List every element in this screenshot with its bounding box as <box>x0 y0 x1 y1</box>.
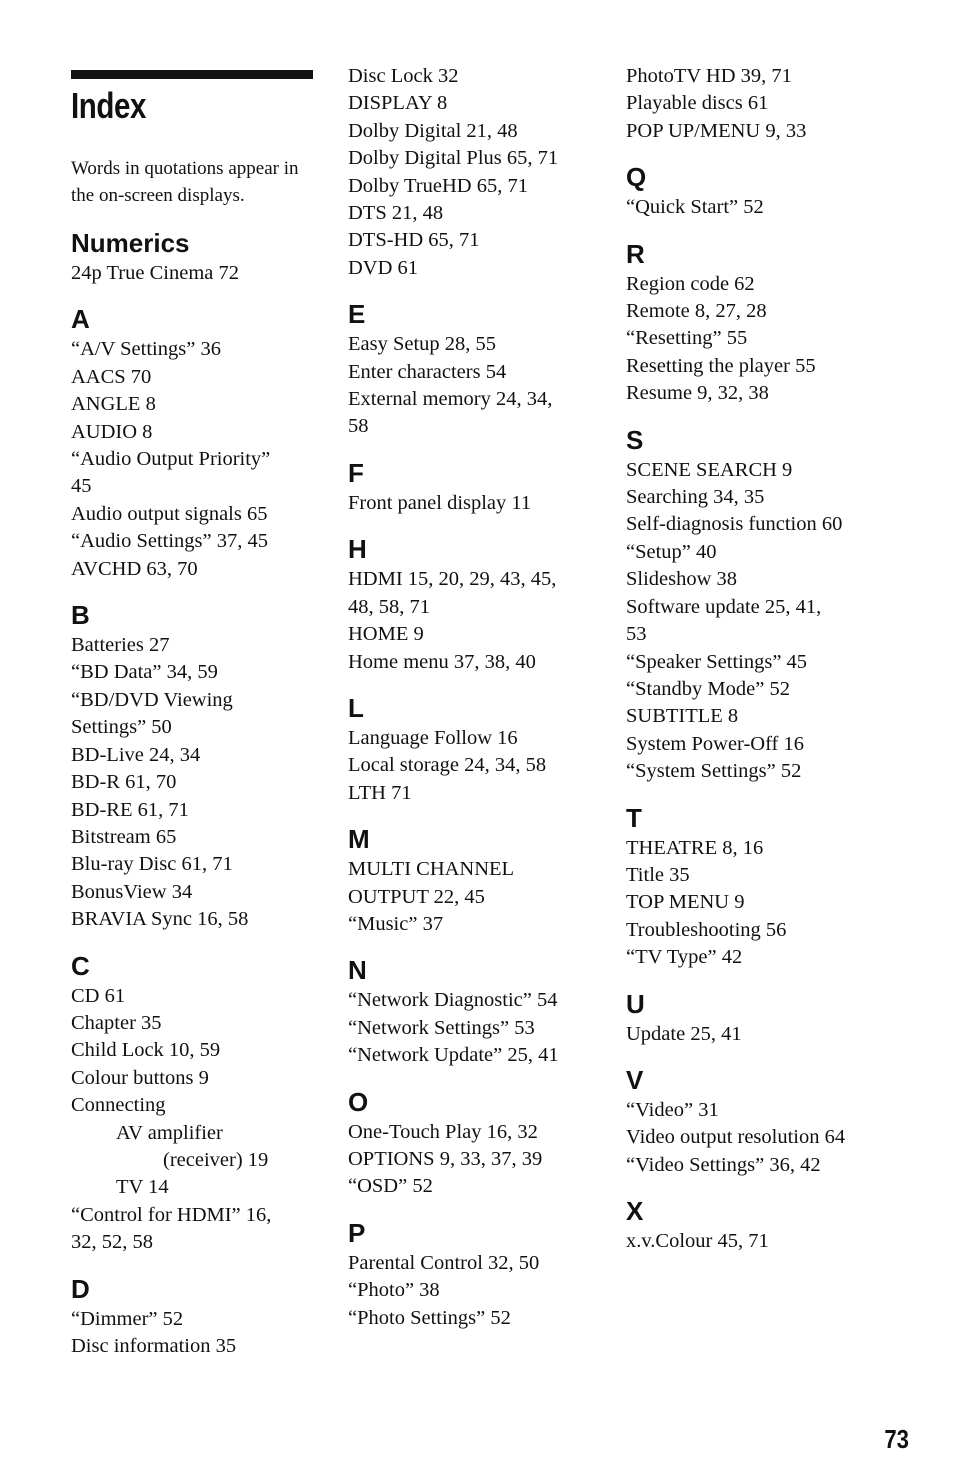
index-entry: BD-R 61, 70 <box>71 771 177 794</box>
index-entry: “TV Type” 42 <box>626 946 743 969</box>
index-entry: CD 61 <box>71 984 126 1007</box>
section-heading: Numerics <box>71 228 190 258</box>
index-entry: One-Touch Play 16, 32 <box>348 1120 538 1143</box>
index-entry: “Photo” 38 <box>348 1279 440 1302</box>
index-entry: Dolby Digital 21, 48 <box>348 119 518 142</box>
index-entry: BD-Live 24, 34 <box>71 743 201 766</box>
index-entry: 48, 58, 71 <box>348 595 430 618</box>
index-entry: “Audio Output Priority” <box>71 448 271 471</box>
index-entry: Bitstream 65 <box>71 825 177 848</box>
index-entry: x.v.Colour 45, 71 <box>626 1230 769 1253</box>
index-section <box>71 598 321 933</box>
index-entry: SUBTITLE 8 <box>626 705 739 728</box>
index-entry: “A/V Settings” 36 <box>71 338 221 361</box>
section-heading: E <box>348 299 366 330</box>
index-entry: OUTPUT 22, 45 <box>348 885 485 908</box>
index-entry: Blu-ray Disc 61, 71 <box>71 853 233 876</box>
index-entry: Resetting the player 55 <box>626 354 816 377</box>
index-section <box>348 953 593 1069</box>
section-heading: O <box>348 1086 369 1117</box>
index-entry: System Power-Off 16 <box>626 732 805 755</box>
index-entry: DTS-HD 65, 71 <box>348 229 480 252</box>
index-section <box>348 822 593 938</box>
section-heading: A <box>71 304 90 335</box>
index-entry: Local storage 24, 34, 58 <box>348 754 547 777</box>
index-entry: 32, 52, 58 <box>71 1231 153 1254</box>
section-heading: P <box>348 1217 366 1248</box>
index-entry: HOME 9 <box>348 623 424 646</box>
index-entry: Child Lock 10, 59 <box>71 1039 221 1062</box>
index-entry: “Network Diagnostic” 54 <box>348 989 558 1012</box>
index-entry: “Audio Settings” 37, 45 <box>71 530 269 553</box>
page-title: Index <box>71 85 147 126</box>
index-entry: “BD Data” 34, 59 <box>71 661 218 684</box>
index-entry: “BD/DVD Viewing <box>71 688 233 711</box>
index-entry: “Quick Start” 52 <box>626 196 764 219</box>
index-entry: Troubleshooting 56 <box>626 918 787 941</box>
index-entry: Disc Lock 32 <box>348 65 459 87</box>
index-section <box>348 1085 593 1201</box>
index-section <box>348 63 593 282</box>
index-entry: “Photo Settings” 52 <box>348 1306 511 1329</box>
index-entry: 45 <box>71 475 92 498</box>
index-entry: “Video” 31 <box>626 1098 719 1121</box>
section-heading: R <box>626 238 645 269</box>
index-entry: “Music” 37 <box>348 912 444 935</box>
index-entry: Software update 25, 41, <box>626 595 822 618</box>
index-entry: “Network Settings” 53 <box>348 1016 535 1039</box>
index-entry: Region code 62 <box>626 272 755 295</box>
index-entry: “Setup” 40 <box>626 540 717 563</box>
index-entry: 58 <box>348 415 369 438</box>
index-section <box>71 949 321 1257</box>
section-heading: V <box>626 1064 644 1095</box>
index-column-2 <box>348 63 593 1347</box>
index-entry: OPTIONS 9, 33, 37, 39 <box>348 1147 543 1170</box>
index-entry: DVD 61 <box>348 256 419 279</box>
index-entry: AACS 70 <box>71 365 152 388</box>
index-entry: “Control for HDMI” 16, <box>71 1203 272 1226</box>
index-entry: DISPLAY 8 <box>348 92 448 115</box>
index-entry: Video output resolution 64 <box>626 1126 846 1149</box>
index-entry: Audio output signals 65 <box>71 502 268 525</box>
index-entry: Slideshow 38 <box>626 568 738 591</box>
index-entry: Resume 9, 32, 38 <box>626 382 769 405</box>
index-entry: POP UP/MENU 9, 33 <box>626 119 807 142</box>
index-entry: “Resetting” 55 <box>626 327 748 350</box>
section-heading: S <box>626 424 644 455</box>
index-entry: “Video Settings” 36, 42 <box>626 1153 821 1176</box>
index-entry: Colour buttons 9 <box>71 1066 209 1089</box>
index-entry: Connecting <box>71 1094 166 1117</box>
index-entry: LTH 71 <box>348 781 412 804</box>
index-section <box>626 63 886 145</box>
index-section <box>626 987 886 1048</box>
section-heading: C <box>71 950 90 981</box>
index-entry: Chapter 35 <box>71 1011 162 1034</box>
index-entry: “Network Update” 25, 41 <box>348 1044 559 1067</box>
index-entry: PhotoTV HD 39, 71 <box>626 65 792 87</box>
index-entry: Playable discs 61 <box>626 92 769 115</box>
index-entry: Disc information 35 <box>71 1335 237 1357</box>
section-heading: L <box>348 692 364 723</box>
index-entry: TV 14 <box>116 1176 169 1199</box>
index-entry: Language Follow 16 <box>348 726 518 749</box>
section-heading: X <box>626 1196 644 1227</box>
index-entry: “OSD” 52 <box>348 1175 433 1198</box>
index-entry: AVCHD 63, 70 <box>71 557 198 580</box>
index-entry: TOP MENU 9 <box>626 891 745 914</box>
index-entry: THEATRE 8, 16 <box>626 836 764 859</box>
index-section <box>348 691 593 807</box>
index-entry: Batteries 27 <box>71 634 170 657</box>
index-section <box>626 1063 886 1179</box>
index-section <box>348 1216 593 1332</box>
index-entry: BD-RE 61, 71 <box>71 798 189 821</box>
index-entry: “Standby Mode” 52 <box>626 677 790 700</box>
index-entry: Self-diagnosis function 60 <box>626 513 843 536</box>
index-entry: Front panel display 11 <box>348 491 532 514</box>
index-entry: BRAVIA Sync 16, 58 <box>71 908 249 931</box>
index-entry: Update 25, 41 <box>626 1022 742 1045</box>
index-entry: Searching 34, 35 <box>626 486 765 509</box>
index-entry: Title 35 <box>626 863 690 886</box>
section-heading: Q <box>626 162 647 193</box>
index-section <box>71 226 321 287</box>
index-entry: “Dimmer” 52 <box>71 1307 184 1330</box>
section-heading: T <box>626 802 642 833</box>
index-entry: AV amplifier <box>116 1121 223 1144</box>
index-section <box>348 297 593 441</box>
section-heading: H <box>348 534 367 565</box>
index-column-3 <box>626 63 886 1271</box>
index-column-1 <box>71 226 321 1375</box>
index-entry: Parental Control 32, 50 <box>348 1251 540 1274</box>
index-entry: Enter characters 54 <box>348 360 507 383</box>
index-entry: 24p True Cinema 72 <box>71 262 239 284</box>
index-entry: Dolby Digital Plus 65, 71 <box>348 147 559 170</box>
index-entry: ANGLE 8 <box>71 393 156 416</box>
index-section <box>626 1194 886 1255</box>
index-section <box>626 423 886 786</box>
index-section <box>626 801 886 972</box>
title-rule <box>71 70 313 79</box>
index-entry: MULTI CHANNEL <box>348 858 515 881</box>
index-entry: Easy Setup 28, 55 <box>348 333 497 356</box>
index-entry: Remote 8, 27, 28 <box>626 300 767 323</box>
index-section <box>348 456 593 517</box>
page-number: 73 <box>884 1424 909 1454</box>
section-heading: B <box>71 600 90 631</box>
section-heading: D <box>71 1273 90 1304</box>
index-entry: SCENE SEARCH 9 <box>626 458 793 481</box>
index-entry: DTS 21, 48 <box>348 202 444 225</box>
index-section <box>71 1272 321 1361</box>
index-entry: “Speaker Settings” 45 <box>626 650 808 673</box>
index-section <box>71 302 321 583</box>
index-entry: External memory 24, 34, <box>348 388 553 411</box>
index-entry: “System Settings” 52 <box>626 760 802 783</box>
index-entry: 53 <box>626 623 647 646</box>
index-entry: Dolby TrueHD 65, 71 <box>348 174 528 197</box>
index-entry: BonusView 34 <box>71 880 193 903</box>
section-heading: U <box>626 988 645 1019</box>
index-section <box>626 237 886 408</box>
index-entry: Settings” 50 <box>71 716 172 739</box>
index-entry: (receiver) 19 <box>163 1148 269 1171</box>
section-heading: F <box>348 457 364 488</box>
section-heading: N <box>348 955 367 986</box>
index-entry: Home menu 37, 38, 40 <box>348 650 536 673</box>
index-section <box>348 532 593 676</box>
index-section <box>626 160 886 221</box>
index-entry: HDMI 15, 20, 29, 43, 45, <box>348 568 557 591</box>
intro-note: Words in quotations appear in the on-screen displays. <box>71 158 299 206</box>
index-entry: AUDIO 8 <box>71 420 153 443</box>
section-heading: M <box>348 824 370 855</box>
